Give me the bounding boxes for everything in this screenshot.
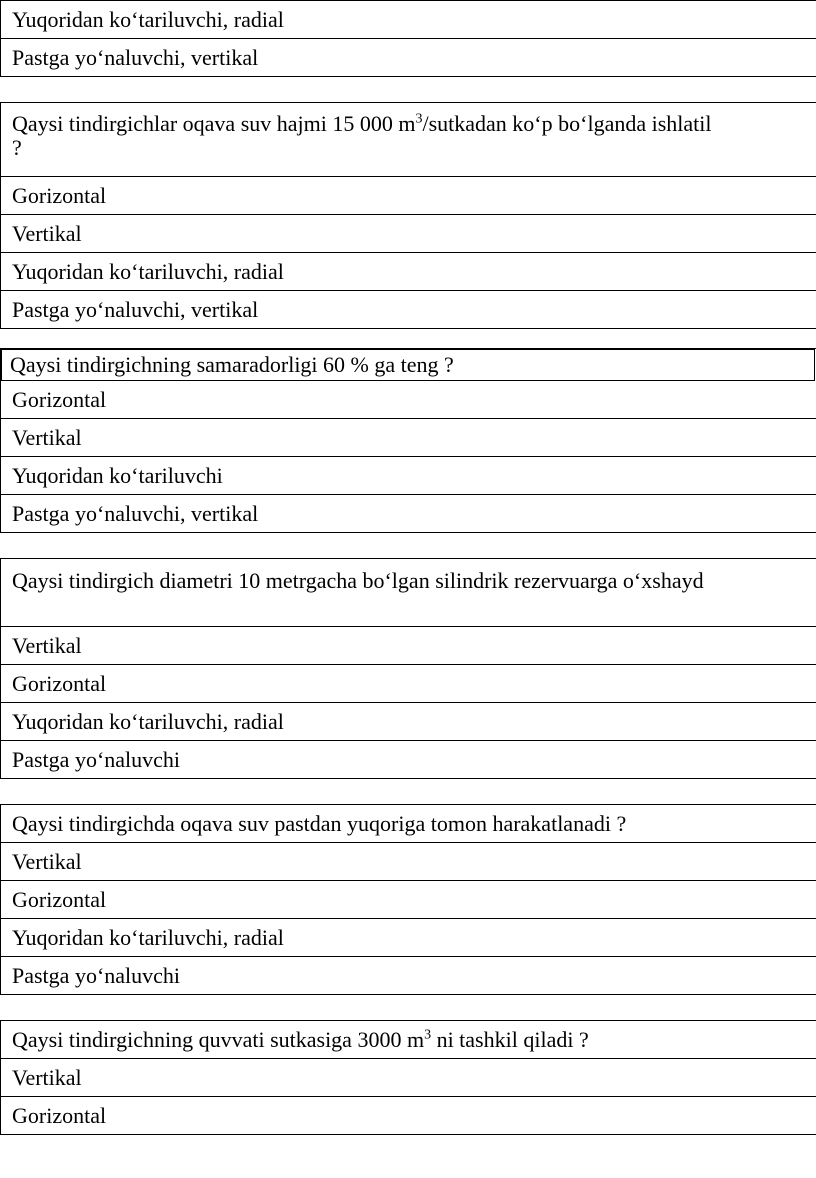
question-block-2 <box>0 102 816 329</box>
question-text: Qaysi tindirgichda oqava suv pastdan yuqoriga tomon harakatlanadi ? <box>1 805 816 843</box>
answer-option: Yuqoridan ko‘tariluvchi <box>1 457 816 495</box>
superscript: 3 <box>424 1027 432 1043</box>
question-text: Qaysi tindirgichning samaradorligi 60 % ga teng ? <box>1 349 815 381</box>
answer-option: Gorizontal <box>1 665 816 703</box>
answer-option: Vertikal <box>1 215 816 253</box>
question-block-6 <box>0 1020 816 1135</box>
question-block-3 <box>0 348 816 533</box>
answer-option: Gorizontal <box>1 881 816 919</box>
question-text-continuation: ? <box>12 135 22 160</box>
question-text-part: Qaysi tindirgichlar oqava suv hajmi 15 000 m <box>12 111 416 136</box>
answer-option: Gorizontal <box>1 1097 816 1135</box>
answer-option: Pastga yo‘naluvchi <box>1 741 816 779</box>
answer-option: Vertikal <box>1 843 816 881</box>
answer-option: Vertikal <box>1 419 816 457</box>
answer-option: Pastga yo‘naluvchi, vertikal <box>1 291 816 329</box>
answer-option: Yuqoridan ko‘tariluvchi, radial <box>1 253 816 291</box>
question-text <box>1 103 816 177</box>
answer-option: Pastga yo‘naluvchi, vertikal <box>1 495 816 533</box>
question-block-5 <box>0 804 816 995</box>
question-text-part: ni tashkil qiladi ? <box>431 1027 589 1052</box>
superscript: 3 <box>415 111 423 127</box>
answer-option: Pastga yo‘naluvchi, vertikal <box>1 39 816 77</box>
answer-option: Pastga yo‘naluvchi <box>1 957 816 995</box>
answer-option: Vertikal <box>1 1059 816 1097</box>
answer-option: Gorizontal <box>1 177 816 215</box>
answer-option: Yuqoridan ko‘tariluvchi, radial <box>1 919 816 957</box>
question-text <box>1 1021 816 1059</box>
answer-option: Vertikal <box>1 627 816 665</box>
question-block-4 <box>0 558 816 779</box>
question-block-1-tail <box>0 0 816 77</box>
question-text-part: /sutkadan ko‘p bo‘lganda ishlatil <box>422 111 712 136</box>
answer-option: Yuqoridan ko‘tariluvchi, radial <box>1 703 816 741</box>
question-text: Qaysi tindirgich diametri 10 metrgacha bo‘lgan silindrik rezervuarga o‘xshayd <box>1 559 816 627</box>
answer-option: Yuqoridan ko‘tariluvchi, radial <box>1 1 816 39</box>
answer-option: Gorizontal <box>1 381 816 419</box>
question-text-part: Qaysi tindirgichning quvvati sutkasiga 3000 m <box>12 1027 425 1052</box>
